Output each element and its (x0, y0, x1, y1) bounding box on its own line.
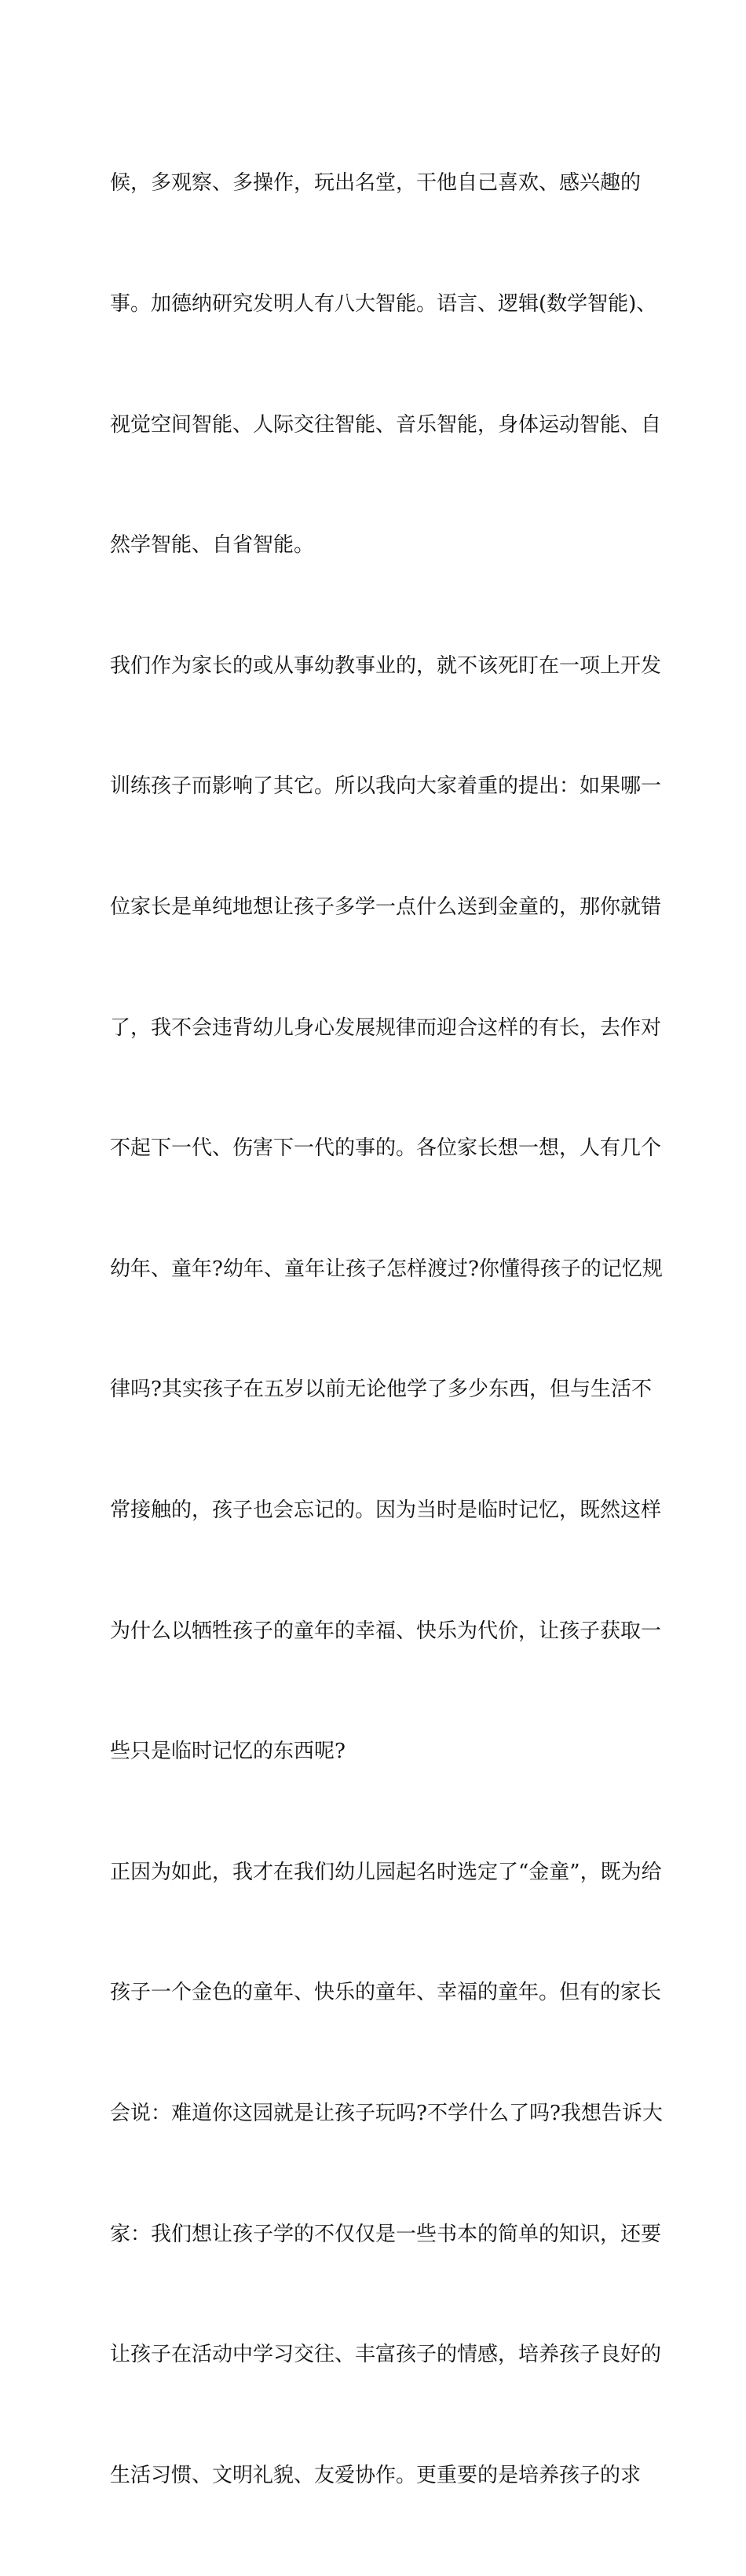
text-line: 训练孩子而影响了其它。所以我向大家着重的提出：如果哪一 (110, 774, 662, 799)
text-line: 视觉空间智能、人际交往智能、音乐智能，身体运动智能、自 (110, 412, 662, 437)
text-line: 然学智能、自省智能。 (110, 533, 315, 558)
text-line: 事。加德纳研究发明人有八大智能。语言、逻辑(数学智能)、 (110, 292, 657, 316)
text-line: 位家长是单纯地想让孩子多学一点什么送到金童的，那你就错 (110, 895, 662, 919)
text-line: 正因为如此，我才在我们幼儿园起名时选定了“金童”，既为给 (110, 1860, 662, 1884)
text-line: 让孩子在活动中学习交往、丰富孩子的情感，培养孩子良好的 (110, 2343, 662, 2367)
text-line: 了，我不会违背幼儿身心发展规律而迎合这样的有长，去作对 (110, 1015, 662, 1040)
text-line: 为什么以牺牲孩子的童年的幸福、快乐为代价，让孩子获取一 (110, 1619, 662, 1643)
text-line: 孩子一个金色的童年、快乐的童年、幸福的童年。但有的家长 (110, 1981, 662, 2005)
text-line: 候，多观察、多操作，玩出名堂，干他自己喜欢、感兴趣的 (110, 171, 642, 196)
text-line: 常接触的，孩子也会忘记的。因为当时是临时记忆，既然这样 (110, 1498, 662, 1522)
text-line: 生活习惯、文明礼貌、友爱协作。更重要的是培养孩子的求 (110, 2463, 642, 2487)
text-line: 我们作为家长的或从事幼教事业的，就不该死盯在一项上开发 (110, 653, 662, 678)
text-line: 律吗?其实孩子在五岁以前无论他学了多少东西，但与生活不 (110, 1378, 652, 1402)
text-line: 会说：难道你这园就是让孩子玩吗?不学什么了吗?我想告诉大 (110, 2101, 663, 2125)
text-line: 些只是临时记忆的东西呢? (110, 1740, 346, 1764)
text-line: 家：我们想让孩子学的不仅仅是一些书本的简单的知识，还要 (110, 2222, 662, 2246)
text-line: 不起下一代、伤害下一代的事的。各位家长想一想，人有几个 (110, 1136, 662, 1161)
body-text (110, 83, 663, 2576)
text-line: 幼年、童年?幼年、童年让孩子怎样渡过?你懂得孩子的记忆规 (110, 1257, 663, 1281)
